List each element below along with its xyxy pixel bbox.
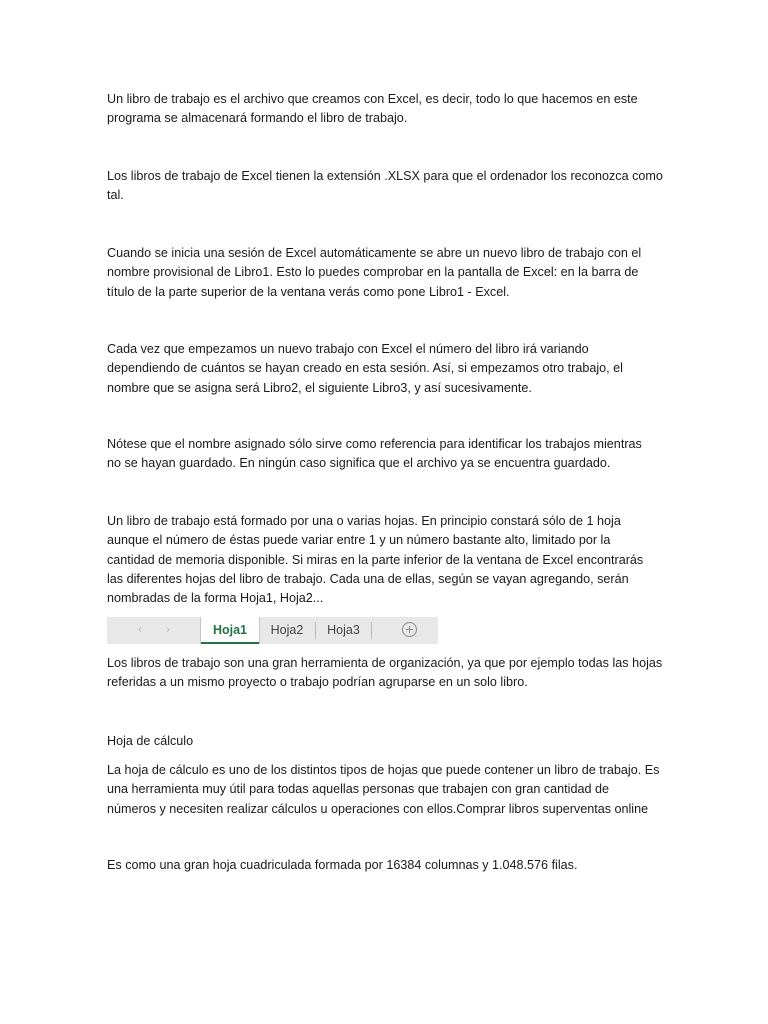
- chevron-left-icon[interactable]: ‹: [138, 624, 142, 635]
- text-line: referidas a un mismo proyecto o trabajo podrían agruparse en un solo libro.: [107, 675, 528, 690]
- paragraph-hoja-de-calculo: [107, 761, 672, 819]
- text-line: nombre que se asigna será Libro2, el siguiente Libro3, y así sucesivamente.: [107, 380, 532, 395]
- paragraph-extension-xlsx: [107, 167, 672, 206]
- text-line: Un libro de trabajo es el archivo que creamos con Excel, es decir, todo lo que hacemos en este: [107, 92, 638, 106]
- text-line: Los libros de trabajo son una gran herramienta de organización, ya que por ejemplo todas las hojas: [107, 656, 663, 670]
- paragraph-libro-de-trabajo: [107, 90, 672, 129]
- text-line: programa se almacenará formando el libro de trabajo.: [107, 111, 408, 126]
- paragraph-columnas-filas: [107, 856, 672, 875]
- paragraph-inicio-sesion: [107, 244, 672, 302]
- text-line: aunque el número de éstas puede variar entre 1 y un número bastante alto, limitado por la: [107, 533, 611, 548]
- text-line: título de la parte superior de la ventana verás como pone Libro1 - Excel.: [107, 284, 510, 299]
- tab-hoja2[interactable]: Hoja2: [270, 623, 304, 637]
- paragraph-hojas: [107, 512, 672, 608]
- tab-hoja1[interactable]: Hoja1: [201, 617, 259, 644]
- tab-divider: [371, 622, 372, 639]
- plus-circle-icon[interactable]: [402, 622, 417, 637]
- text-line: cantidad de memoria disponible. Si miras en la parte inferior de la ventana de Excel encontrarás: [107, 552, 644, 567]
- text-line: Un libro de trabajo está formado por una o varias hojas. En principio constará sólo de 1 hoja: [107, 514, 621, 528]
- text-line: números y necesiten realizar cálculos u operaciones con ellos.Comprar libros superventas online: [107, 801, 649, 816]
- text-line: nombradas de la forma Hoja1, Hoja2...: [107, 591, 324, 606]
- text-line: Nótese que el nombre asignado sólo sirve como referencia para identificar los trabajos mientras: [107, 437, 642, 451]
- paragraph-numero-libro: [107, 340, 672, 398]
- text-line: tal.: [107, 188, 124, 203]
- text-line: no se hayan guardado. En ningún caso significa que el archivo ya se encuentra guardado.: [107, 456, 611, 471]
- section-heading-hoja-de-calculo: Hoja de cálculo: [107, 734, 194, 748]
- tab-hoja3[interactable]: Hoja3: [327, 623, 360, 637]
- excel-sheet-tab-bar: [107, 617, 438, 644]
- text-line: las diferentes hojas del libro de trabajo. Cada una de ellas, según se vayan agregando, serán: [107, 571, 629, 586]
- text-line: La hoja de cálculo es uno de los distintos tipos de hojas que puede contener un libro de trabajo. Es: [107, 763, 660, 777]
- text-line: Cada vez que empezamos un nuevo trabajo con Excel el número del libro irá variando: [107, 342, 589, 356]
- text-line: una herramienta muy útil para todas aquellas personas que trabajen con gran cantidad de: [107, 782, 609, 797]
- text-line: Es como una gran hoja cuadriculada formada por 16384 columnas y 1.048.576 filas.: [107, 858, 578, 872]
- chevron-right-icon[interactable]: ›: [166, 624, 170, 635]
- text-line: nombre provisional de Libro1. Esto lo puedes comprobar en la pantalla de Excel: en la barra de: [107, 265, 639, 280]
- text-line: dependiendo de cuántos se hayan creado en esta sesión. Así, si empezamos otro trabajo, el: [107, 361, 623, 376]
- paragraph-organizacion: [107, 654, 672, 693]
- paragraph-notese: [107, 435, 672, 474]
- text-line: Los libros de trabajo de Excel tienen la extensión .XLSX para que el ordenador los reconozca como: [107, 169, 663, 183]
- text-line: Cuando se inicia una sesión de Excel automáticamente se abre un nuevo libro de trabajo con el: [107, 246, 642, 260]
